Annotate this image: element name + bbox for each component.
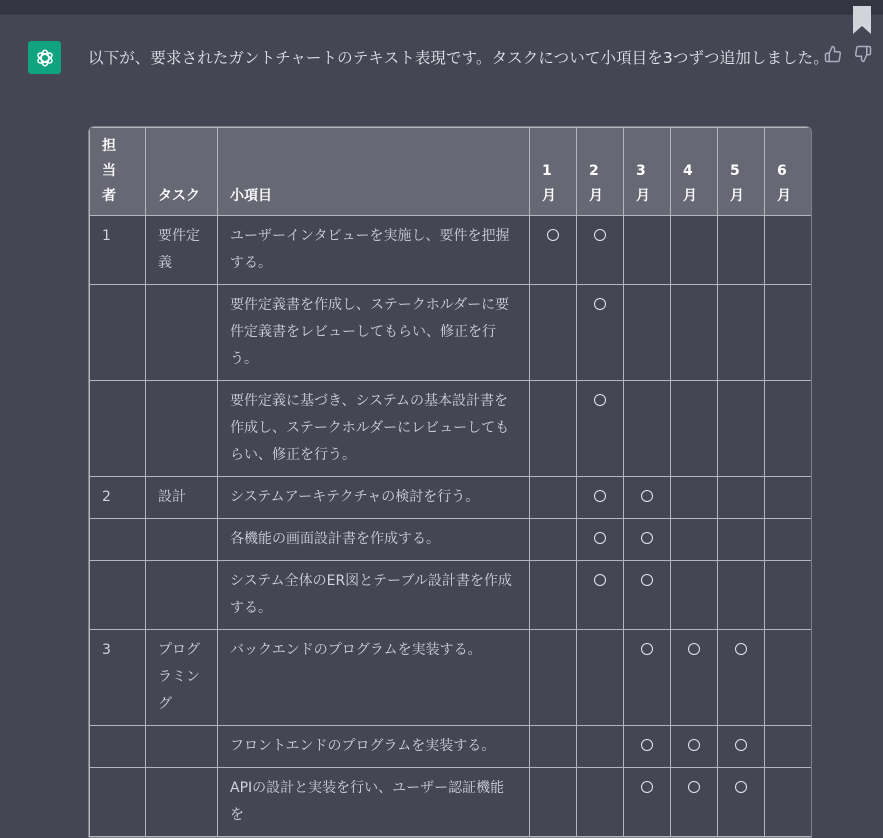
cell-month-6 xyxy=(765,561,812,630)
cell-month-5 xyxy=(718,381,765,477)
schedule-marker-icon xyxy=(641,643,653,655)
cell-month-6 xyxy=(765,285,812,381)
schedule-marker-icon xyxy=(735,781,747,793)
cell-month-1 xyxy=(530,519,577,561)
cell-tanto xyxy=(90,726,146,768)
cell-task: プログラミング xyxy=(146,630,218,726)
header-task: タスク xyxy=(146,128,218,216)
schedule-marker-icon xyxy=(594,490,606,502)
table-body xyxy=(90,216,812,837)
cell-month-4 xyxy=(671,381,718,477)
schedule-marker-icon xyxy=(641,532,653,544)
schedule-marker-icon xyxy=(688,781,700,793)
table-row xyxy=(90,519,812,561)
cell-task xyxy=(146,519,218,561)
cell-tanto xyxy=(90,381,146,477)
schedule-marker-icon xyxy=(547,229,559,241)
table-header-row xyxy=(90,128,812,216)
cell-month-5 xyxy=(718,561,765,630)
header-month-2: 2月 xyxy=(577,128,624,216)
bookmark-icon[interactable] xyxy=(851,6,873,34)
cell-month-5 xyxy=(718,519,765,561)
cell-month-1 xyxy=(530,477,577,519)
cell-month-3 xyxy=(624,381,671,477)
assistant-message: 以下が、要求されたガントチャートのテキスト表現です。タスクについて小項目を3つずつ追加しました。 xyxy=(88,49,829,67)
cell-month-1 xyxy=(530,561,577,630)
thumbs-down-icon[interactable] xyxy=(854,45,872,63)
cell-sub: 各機能の画面設計書を作成する。 xyxy=(218,519,530,561)
cell-month-5 xyxy=(718,477,765,519)
cell-month-2 xyxy=(577,630,624,726)
cell-month-1 xyxy=(530,381,577,477)
cell-month-5 xyxy=(718,285,765,381)
cell-month-4 xyxy=(671,285,718,381)
cell-month-6 xyxy=(765,768,812,837)
header-tanto: 担当者 xyxy=(90,128,146,216)
table-row xyxy=(90,630,812,726)
cell-month-4 xyxy=(671,519,718,561)
feedback-buttons xyxy=(824,45,872,63)
schedule-marker-icon xyxy=(594,229,606,241)
cell-month-3 xyxy=(624,630,671,726)
gantt-table xyxy=(89,127,812,837)
cell-month-3 xyxy=(624,519,671,561)
cell-task: 設計 xyxy=(146,477,218,519)
schedule-marker-icon xyxy=(641,739,653,751)
cell-month-3 xyxy=(624,768,671,837)
cell-month-4 xyxy=(671,768,718,837)
cell-month-2 xyxy=(577,477,624,519)
cell-sub: APIの設計と実装を行い、ユーザー認証機能を xyxy=(218,768,530,837)
cell-sub: バックエンドのプログラムを実装する。 xyxy=(218,630,530,726)
cell-tanto xyxy=(90,561,146,630)
cell-month-3 xyxy=(624,285,671,381)
cell-month-4 xyxy=(671,726,718,768)
cell-task xyxy=(146,768,218,837)
cell-tanto: 1 xyxy=(90,216,146,285)
schedule-marker-icon xyxy=(594,574,606,586)
schedule-marker-icon xyxy=(594,532,606,544)
cell-month-6 xyxy=(765,477,812,519)
cell-tanto: 2 xyxy=(90,477,146,519)
cell-month-3 xyxy=(624,726,671,768)
cell-month-2 xyxy=(577,519,624,561)
cell-task xyxy=(146,726,218,768)
cell-month-1 xyxy=(530,285,577,381)
schedule-marker-icon xyxy=(594,394,606,406)
cell-month-3 xyxy=(624,561,671,630)
cell-month-6 xyxy=(765,726,812,768)
schedule-marker-icon xyxy=(641,781,653,793)
cell-month-5 xyxy=(718,216,765,285)
cell-month-4 xyxy=(671,630,718,726)
top-bar xyxy=(0,0,883,15)
cell-task xyxy=(146,285,218,381)
cell-month-2 xyxy=(577,285,624,381)
cell-month-1 xyxy=(530,216,577,285)
cell-month-1 xyxy=(530,768,577,837)
cell-month-2 xyxy=(577,768,624,837)
table-row xyxy=(90,285,812,381)
schedule-marker-icon xyxy=(641,574,653,586)
cell-sub: フロントエンドのプログラムを実装する。 xyxy=(218,726,530,768)
cell-month-3 xyxy=(624,216,671,285)
cell-sub: システム全体のER図とテーブル設計書を作成する。 xyxy=(218,561,530,630)
cell-tanto xyxy=(90,768,146,837)
header-month-1: 1月 xyxy=(530,128,577,216)
gantt-table-container xyxy=(88,126,812,838)
header-month-6: 6月 xyxy=(765,128,812,216)
schedule-marker-icon xyxy=(735,643,747,655)
cell-month-5 xyxy=(718,726,765,768)
schedule-marker-icon xyxy=(688,643,700,655)
cell-month-5 xyxy=(718,630,765,726)
cell-month-1 xyxy=(530,726,577,768)
header-month-5: 5月 xyxy=(718,128,765,216)
cell-month-6 xyxy=(765,519,812,561)
header-month-3: 3月 xyxy=(624,128,671,216)
table-row xyxy=(90,768,812,837)
cell-sub: ユーザーインタビューを実施し、要件を把握する。 xyxy=(218,216,530,285)
cell-month-4 xyxy=(671,561,718,630)
cell-tanto xyxy=(90,285,146,381)
cell-sub: 要件定義書を作成し、ステークホルダーに要件定義書をレビューしてもらい、修正を行う。 xyxy=(218,285,530,381)
cell-month-2 xyxy=(577,216,624,285)
cell-month-5 xyxy=(718,768,765,837)
cell-month-6 xyxy=(765,216,812,285)
cell-month-1 xyxy=(530,630,577,726)
header-month-4: 4月 xyxy=(671,128,718,216)
chatgpt-logo-icon xyxy=(28,41,61,74)
table-row xyxy=(90,561,812,630)
table-row xyxy=(90,216,812,285)
schedule-marker-icon xyxy=(735,739,747,751)
table-row xyxy=(90,477,812,519)
schedule-marker-icon xyxy=(688,739,700,751)
thumbs-up-icon[interactable] xyxy=(824,45,842,63)
table-row xyxy=(90,726,812,768)
cell-month-4 xyxy=(671,216,718,285)
header-sub: 小項目 xyxy=(218,128,530,216)
cell-tanto xyxy=(90,519,146,561)
cell-task: 要件定義 xyxy=(146,216,218,285)
cell-task xyxy=(146,381,218,477)
cell-month-6 xyxy=(765,630,812,726)
cell-sub: 要件定義に基づき、システムの基本設計書を作成し、ステークホルダーにレビューしてもらい、修正を行う。 xyxy=(218,381,530,477)
table-row xyxy=(90,381,812,477)
cell-month-6 xyxy=(765,381,812,477)
cell-task xyxy=(146,561,218,630)
cell-month-2 xyxy=(577,381,624,477)
cell-month-2 xyxy=(577,726,624,768)
schedule-marker-icon xyxy=(641,490,653,502)
cell-sub: システムアーキテクチャの検討を行う。 xyxy=(218,477,530,519)
cell-month-2 xyxy=(577,561,624,630)
schedule-marker-icon xyxy=(594,298,606,310)
cell-tanto: 3 xyxy=(90,630,146,726)
cell-month-3 xyxy=(624,477,671,519)
cell-month-4 xyxy=(671,477,718,519)
